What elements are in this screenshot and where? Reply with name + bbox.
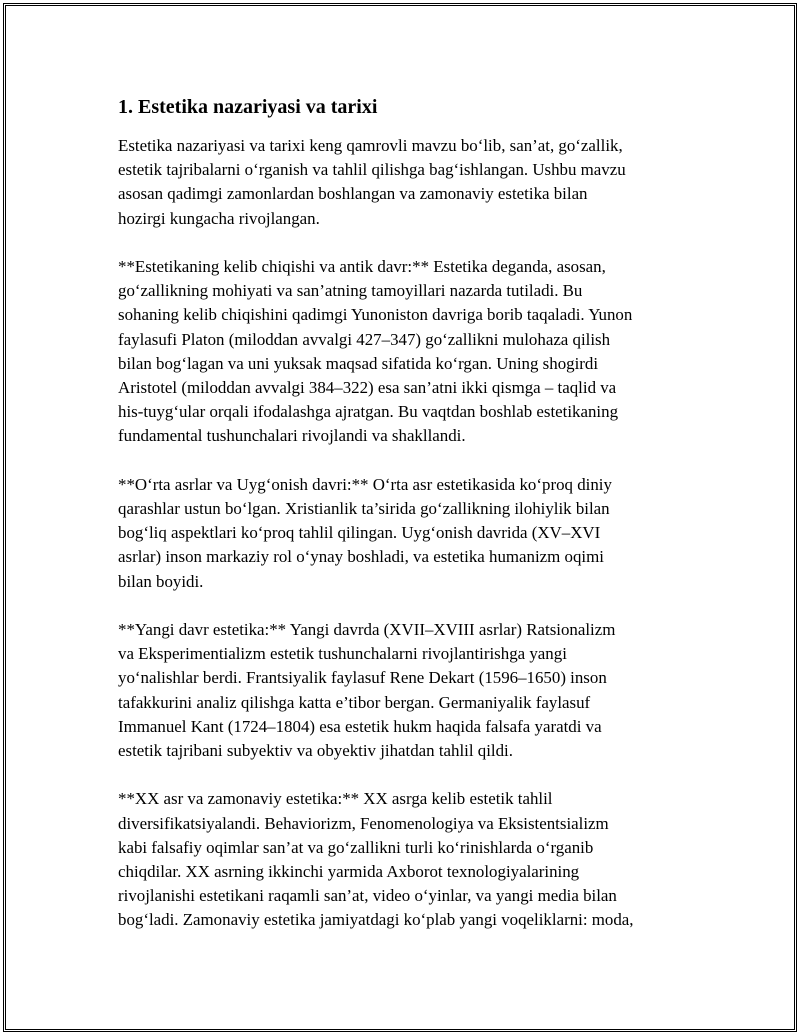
text-line: fundamental tushunchalari rivojlandi va shakllandi. [118, 426, 466, 446]
paragraph-twentieth-century [118, 787, 698, 932]
text-line: go‘zallikning mohiyati va san’atning tamoyillari nazarda tutiladi. Bu [118, 281, 583, 301]
text-line: asrlar) inson markaziy rol o‘ynay boshladi, va estetika humanizm oqimi [118, 547, 604, 567]
text-line: bilan bog‘lagan va uni yuksak maqsad sifatida ko‘rgan. Uning shogirdi [118, 353, 599, 373]
text-line: his-tuyg‘ular orqali ifodalashga ajratgan. Bu vaqtdan boshlab estetikaning [118, 402, 619, 422]
text-line: bilan boyidi. [118, 571, 204, 591]
text-line: diversifikatsiyalandi. Behaviorizm, Fenomenologiya va Eksistentsializm [118, 813, 609, 833]
text-line: **Yangi davr estetika:** Yangi davrda (XVII–XVIII asrlar) Ratsionalizm [118, 620, 616, 640]
text-line: **XX asr va zamonaviy estetika:** XX asrga kelib estetik tahlil [118, 789, 553, 809]
text-line: faylasufi Platon (miloddan avvalgi 427–347) go‘zallikni mulohaza qilish [118, 329, 611, 349]
text-line: estetik tajribani subyektiv va obyektiv jihatdan tahlil qildi. [118, 741, 513, 761]
text-line: Aristotel (miloddan avvalgi 384–322) esa san’atni ikki qismga – taqlid va [118, 378, 617, 398]
text-line: Estetika nazariyasi va tarixi keng qamrovli mavzu bo‘lib, san’at, go‘zallik, [118, 136, 623, 155]
text-line: yo‘nalishlar berdi. Frantsiyalik faylasuf Rene Dekart (1596–1650) inson [118, 668, 607, 688]
text-line: **Estetikaning kelib chiqishi va antik davr:** Estetika deganda, asosan, [118, 257, 606, 276]
paragraph-modern-era [118, 618, 698, 763]
text-line: kabi falsafiy oqimlar san’at va go‘zallikni turli ko‘rinishlarda o‘rganib [118, 837, 594, 857]
text-line: estetik tajribalarni o‘rganish va tahlil qilishga bag‘ishlangan. Ushbu mavzu [118, 160, 626, 180]
text-line: chiqdilar. XX asrning ikkinchi yarmida Axborot texnologiyalarining [118, 862, 580, 882]
paragraph-middle-ages [118, 473, 698, 594]
text-line: hozirgi kungacha rivojlangan. [118, 208, 320, 228]
paragraph-antiquity [118, 255, 698, 449]
document-body [118, 94, 698, 957]
text-line: bog‘liq aspektlari ko‘proq tahlil qilingan. Uyg‘onish davrida (XV–XVI [118, 523, 601, 543]
text-line: va Eksperimentializm estetik tushunchalarni rivojlantirishga yangi [118, 644, 567, 664]
paragraph-intro [118, 134, 698, 231]
document-title: 1. Estetika nazariyasi va tarixi [118, 96, 378, 118]
text-line: asosan qadimgi zamonlardan boshlangan va zamonaviy estetika bilan [118, 184, 588, 204]
text-line: tafakkurini analiz qilishga katta e’tibor bergan. Germaniyalik faylasuf [118, 692, 591, 712]
text-line: Immanuel Kant (1724–1804) esa estetik hukm haqida falsafa yaratdi va [118, 716, 602, 736]
text-line: **O‘rta asrlar va Uyg‘onish davri:** O‘rta asr estetikasida ko‘proq diniy [118, 474, 612, 494]
text-line: bog‘ladi. Zamonaviy estetika jamiyatdagi ko‘plab yangi voqeliklarni: moda, [118, 910, 634, 930]
text-line: qarashlar ustun bo‘lgan. Xristianlik ta’sirida go‘zallikning ilohiylik bilan [118, 499, 610, 519]
text-line: sohaning kelib chiqishini qadimgi Yunoniston davriga borib taqaladi. Yunon [118, 305, 633, 325]
text-line: rivojlanishi estetikani raqamli san’at, video o‘yinlar, va yangi media bilan [118, 886, 617, 906]
